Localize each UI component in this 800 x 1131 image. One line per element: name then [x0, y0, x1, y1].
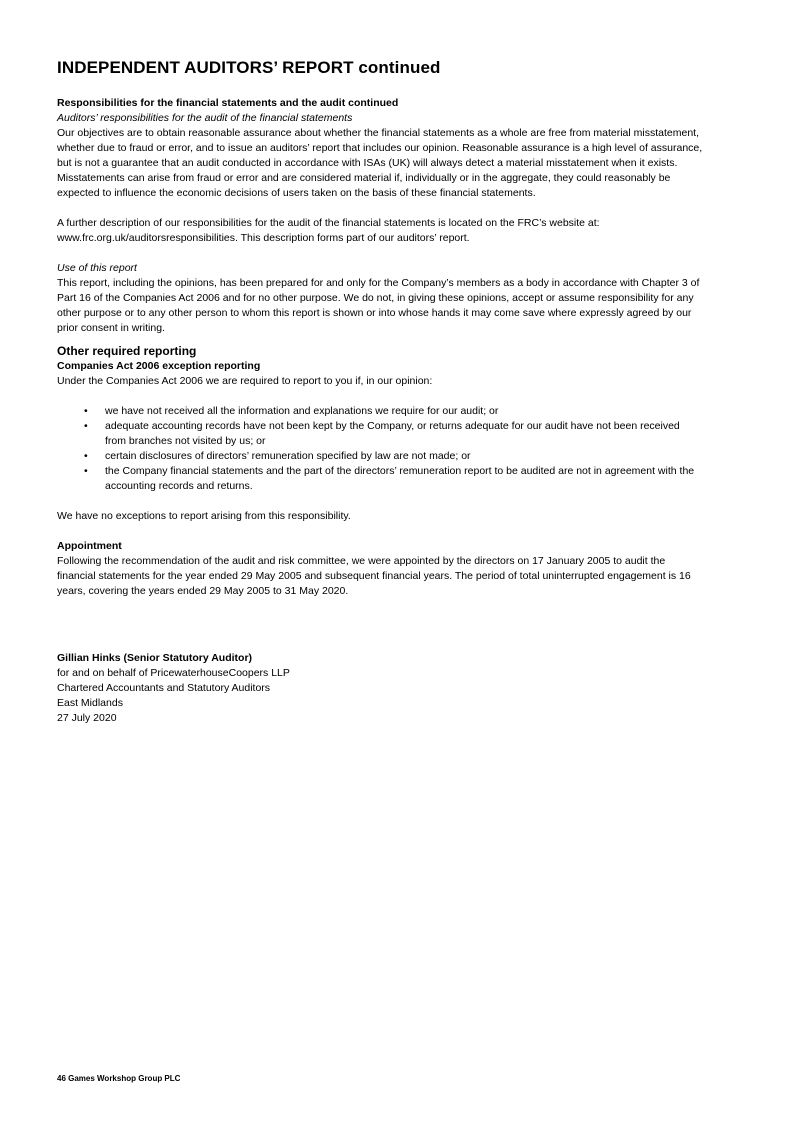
- text-line: Misstatements can arise from fraud or error and are considered material if, individually or in the aggregate, they could reasonably be: [57, 172, 671, 184]
- list-item: [57, 449, 747, 464]
- responsibilities-paragraph-1: [57, 126, 747, 201]
- text-line: whether due to fraud or error, and to issue an auditors’ report that includes our opinion. Reasonable assurance is a high level of assurance,: [57, 142, 703, 154]
- appointment-heading: Appointment: [57, 540, 122, 552]
- exception-reporting-intro: Under the Companies Act 2006 we are required to report to you if, in our opinion:: [57, 375, 433, 387]
- text-line: Part 16 of the Companies Act 2006 and for no other purpose. We do not, in giving these opinions, accept or assume responsibility for any: [57, 292, 694, 304]
- signatory-name: Gillian Hinks (Senior Statutory Auditor): [57, 652, 253, 664]
- list-item: [57, 419, 747, 449]
- bullet-icon: •: [84, 420, 88, 432]
- text-line: prior consent in writing.: [57, 322, 165, 334]
- text-line: Following the recommendation of the audit and risk committee, we were appointed by the directors on 17 January 2005 to audit the: [57, 555, 666, 567]
- text-line: expected to influence the economic decisions of users taken on the basis of these financial statements.: [57, 187, 536, 199]
- auditors-responsibilities-subheading: Auditors’ responsibilities for the audit of the financial statements: [57, 112, 353, 124]
- bullet-icon: •: [84, 405, 88, 417]
- report-page: [57, 56, 747, 726]
- signatory-location: East Midlands: [57, 697, 123, 709]
- text-line: adequate accounting records have not been kept by the Company, or returns adequate for our audit have not been received: [105, 420, 680, 432]
- text-line: Our objectives are to obtain reasonable assurance about whether the financial statements as a whole are free from material misstatement,: [57, 127, 700, 139]
- other-reporting-heading: Other required reporting: [57, 344, 197, 358]
- signature-block: [57, 651, 747, 726]
- bullet-icon: •: [84, 465, 88, 477]
- signatory-firm: for and on behalf of PricewaterhouseCoopers LLP: [57, 667, 290, 679]
- bullet-icon: •: [84, 450, 88, 462]
- signature-date: 27 July 2020: [57, 712, 117, 724]
- text-line: years, covering the years ended 29 May 2005 to 31 May 2020.: [57, 585, 349, 597]
- exception-list: [57, 404, 747, 494]
- responsibilities-section: [57, 96, 747, 246]
- text-line: accounting records and returns.: [105, 480, 253, 492]
- text-line: we have not received all the information and explanations we require for our audit; or: [105, 405, 499, 417]
- signatory-title: Chartered Accountants and Statutory Auditors: [57, 682, 271, 694]
- text-line: from branches not visited by us; or: [105, 435, 266, 447]
- use-of-report-section: [57, 261, 747, 336]
- appointment-section: [57, 539, 747, 599]
- text-line: but is not a guarantee that an audit conducted in accordance with ISAs (UK) will always detect a material misstatement when it exists.: [57, 157, 678, 169]
- list-item: [57, 404, 747, 419]
- text-line: This report, including the opinions, has been prepared for and only for the Company’s members as a body in accordance with Chapter 3 of: [57, 277, 700, 289]
- use-of-report-subheading: Use of this report: [57, 262, 137, 274]
- responsibilities-paragraph-2: [57, 216, 747, 246]
- exception-conclusion: We have no exceptions to report arising from this responsibility.: [57, 510, 351, 522]
- list-item: [57, 464, 747, 494]
- page-footer: 46 Games Workshop Group PLC: [57, 1074, 181, 1083]
- exception-reporting-subheading: Companies Act 2006 exception reporting: [57, 360, 261, 372]
- text-line: certain disclosures of directors’ remuneration specified by law are not made; or: [105, 450, 471, 462]
- text-line: financial statements for the year ended 29 May 2005 and subsequent financial years. The period of total uninterrupted engagement is 16: [57, 570, 691, 582]
- text-line: other purpose or to any other person to whom this report is shown or into whose hands it may come save where expressly agreed by our: [57, 307, 692, 319]
- other-reporting-section: [57, 344, 747, 524]
- text-line: A further description of our responsibilities for the audit of the financial statements is located on the FRC’s website at:: [57, 217, 600, 229]
- text-line: www.frc.org.uk/auditorsresponsibilities. This description forms part of our auditors’ report.: [57, 232, 470, 244]
- responsibilities-heading: Responsibilities for the financial statements and the audit continued: [57, 97, 399, 109]
- text-line: the Company financial statements and the part of the directors’ remuneration report to be audited are not in agreement with the: [105, 465, 695, 477]
- page-title: INDEPENDENT AUDITORS’ REPORT continued: [57, 58, 441, 77]
